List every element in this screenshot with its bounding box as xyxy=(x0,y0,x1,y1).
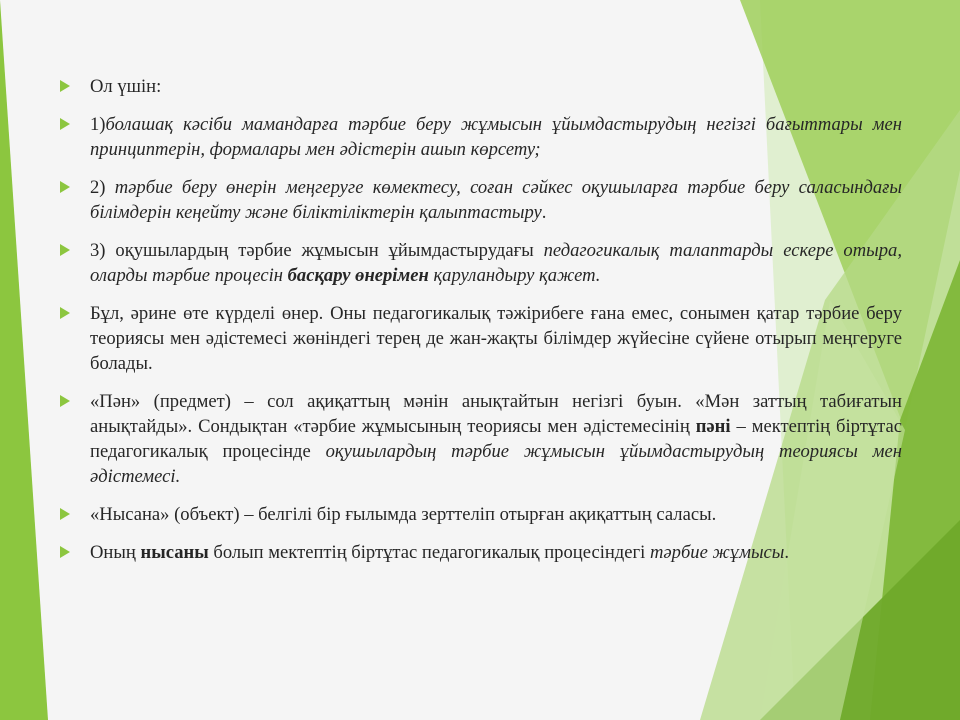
triangle-bullet-icon xyxy=(60,395,70,407)
triangle-bullet-icon xyxy=(60,546,70,558)
text-italic: оқушылардың тәрбие жұмысын ұйымдастырудың теориясы мен әдістемесі. xyxy=(90,441,902,487)
list-item xyxy=(60,540,902,565)
text: Бұл, әрине өте күрделі өнер. Оны педагогикалық тәжірибеге ғана емес, сонымен қатар тәрбие беру теориясы мен әдістемесі жөніндегі терең де жан-жақты білімдер жүйесіне сүйене отырып меңгеруге болады. xyxy=(90,303,902,374)
text: болып мектептің біртұтас педагогикалық процесіндегі xyxy=(208,542,650,563)
list-item xyxy=(60,389,902,489)
triangle-bullet-icon xyxy=(60,118,70,130)
text-italic: педагогикалық талаптарды ескере отыра, оларды тәрбие процесін xyxy=(90,240,902,286)
text: «Пән» (предмет) – сол ақиқаттың мәнін анықтайтын негізгі буын. «Мән заттың табиғатын анықтайды». Сондықтан «тәрбие жұмысының теориясы мен әдістемесінің xyxy=(90,391,902,437)
list-item xyxy=(60,74,902,99)
triangle-bullet-icon xyxy=(60,181,70,193)
text: «Нысана» (объект) – белгілі бір ғылымда зерттеліп отырған ақиқаттың саласы. xyxy=(90,504,717,525)
text: Оның xyxy=(90,542,141,563)
text: – мектептің біртұтас педагогикалық процесінде xyxy=(90,416,902,462)
left-edge-triangle xyxy=(0,0,48,720)
triangle-bullet-icon xyxy=(60,244,70,256)
text: 3) оқушылардың тәрбие жұмысын ұйымдастырудағы xyxy=(90,240,544,261)
list-item xyxy=(60,175,902,225)
text-italic: болашақ кәсіби мамандарға тәрбие беру жұмысын ұйымдастырудың негізгі бағыттары мен принциптерін, формалары мен әдістерін ашып көрсету; xyxy=(90,114,902,160)
text: 2) xyxy=(90,177,115,198)
text-bold: пәні xyxy=(695,416,731,437)
text: . xyxy=(541,202,547,223)
text-bold: нысаны xyxy=(140,542,209,563)
text-italic: тәрбие жұмысы xyxy=(649,542,785,563)
text: Ол үшін: xyxy=(90,76,162,97)
triangle-bullet-icon xyxy=(60,508,70,520)
list-item xyxy=(60,301,902,376)
list-item xyxy=(60,502,902,527)
list-item xyxy=(60,238,902,288)
list-item xyxy=(60,112,902,162)
triangle-bullet-icon xyxy=(60,307,70,319)
text: 1) xyxy=(90,114,106,135)
text-italic: тәрбие беру өнерін меңгеруге көмектесу, соған сәйкес оқушыларға тәрбие беру саласындағы білімдерін кеңейту және біліктіліктерін қалыптастыру xyxy=(90,177,902,223)
triangle-bullet-icon xyxy=(60,80,70,92)
text: . xyxy=(784,542,790,563)
text-bold-italic: басқару өнерімен xyxy=(287,265,429,286)
text-italic: қаруландыру қажет. xyxy=(428,265,601,286)
content-body xyxy=(60,74,902,578)
